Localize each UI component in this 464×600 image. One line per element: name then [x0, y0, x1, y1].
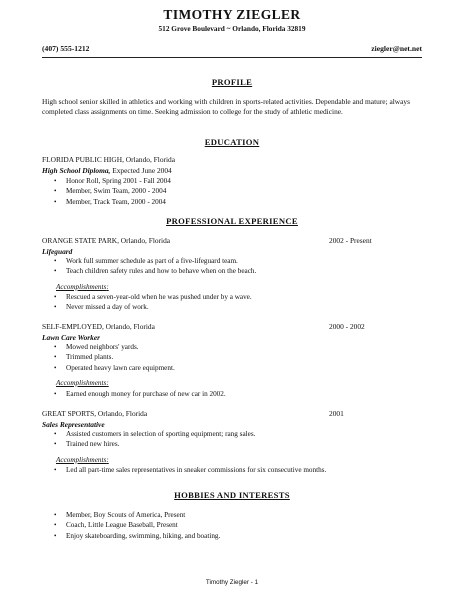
accomplishments-label: Accomplishments:	[56, 283, 109, 291]
job-title: Lawn Care Worker	[42, 333, 101, 342]
job-employer: SELF-EMPLOYED, Orlando, Florida	[42, 322, 155, 331]
job-dates: 2001	[329, 409, 344, 418]
experience-heading	[0, 216, 464, 226]
accomplishments-label-text: Accomplishments	[56, 456, 107, 464]
profile-heading-text: PROFILE	[211, 77, 253, 87]
profile-text: High school senior skilled in athletics and working with children in sports-related activities. Dependable and mature; always completed class assignments on time. Seeking admission to college for the study of athletic medicine.	[42, 97, 410, 117]
education-degree-line	[42, 166, 172, 175]
list-item: • Trained new hires.	[54, 439, 255, 449]
accomplishments-label: Accomplishments:	[56, 379, 109, 387]
list-item: • Honor Roll, Spring 2001 - Fall 2004	[54, 176, 171, 186]
education-heading-text: EDUCATION	[204, 137, 260, 147]
email-address: ziegler@net.net	[371, 44, 422, 53]
accomplishments-label-text: Accomplishments	[56, 283, 107, 291]
job-duties	[54, 429, 255, 450]
list-item: • Enjoy skateboarding, swimming, hiking, and boating.	[54, 531, 220, 541]
education-school: FLORIDA PUBLIC HIGH, Orlando, Florida	[42, 155, 176, 164]
education-degree-date: Expected June 2004	[110, 166, 172, 175]
job-title: Lifeguard	[42, 247, 73, 256]
education-heading	[0, 137, 464, 147]
experience-heading-text: PROFESSIONAL EXPERIENCE	[166, 216, 298, 226]
job-title: Sales Representative	[42, 420, 105, 429]
accomplishments-label-text: Accomplishments	[56, 379, 107, 387]
job-accomplishments	[54, 389, 226, 399]
list-item: • Assisted customers in selection of sporting equipment; rang sales.	[54, 429, 255, 439]
job-accomplishments	[54, 465, 326, 475]
list-item: • Operated heavy lawn care equipment.	[54, 363, 175, 373]
job-duties	[54, 256, 256, 277]
job-dates: 2000 - 2002	[329, 322, 365, 331]
resume-name: TIMOTHY ZIEGLER	[163, 7, 301, 22]
list-item: • Coach, Little League Baseball, Present	[54, 520, 220, 530]
resume-address: 512 Grove Boulevard ~ Orlando, Florida 32819	[158, 24, 306, 33]
list-item: • Earned enough money for purchase of new car in 2002.	[54, 389, 226, 399]
job-accomplishments	[54, 292, 252, 313]
list-item: • Mowed neighbors' yards.	[54, 342, 175, 352]
header-divider	[42, 57, 422, 58]
profile-heading	[0, 77, 464, 87]
list-item: • Member, Track Team, 2000 - 2004	[54, 197, 171, 207]
list-item: • Trimmed plants.	[54, 352, 175, 362]
list-item: • Work full summer schedule as part of a five-lifeguard team.	[54, 256, 256, 266]
job-duties	[54, 342, 175, 373]
job-dates: 2002 - Present	[329, 236, 372, 245]
accomplishments-label: Accomplishments:	[56, 456, 109, 464]
list-item: • Rescued a seven-year-old when he was pushed under by a wave.	[54, 292, 252, 302]
list-item: • Teach children safety rules and how to behave when on the beach.	[54, 266, 256, 276]
page-footer: Timothy Ziegler - 1	[205, 579, 259, 586]
list-item: • Member, Boy Scouts of America, Present	[54, 510, 220, 520]
job-employer: ORANGE STATE PARK, Orlando, Florida	[42, 236, 171, 245]
hobbies-heading	[0, 490, 464, 500]
education-list	[54, 176, 171, 207]
hobbies-list	[54, 510, 220, 541]
hobbies-heading-text: HOBBIES AND INTERESTS	[174, 490, 290, 500]
list-item: • Never missed a day of work.	[54, 302, 252, 312]
list-item: • Led all part-time sales representatives in sneaker commissions for six consecutive months.	[54, 465, 326, 475]
list-item: • Member, Swim Team, 2000 - 2004	[54, 186, 171, 196]
phone-number: (407) 555-1212	[42, 44, 90, 53]
job-employer: GREAT SPORTS, Orlando, Florida	[42, 409, 148, 418]
education-degree: High School Diploma,	[42, 166, 111, 175]
